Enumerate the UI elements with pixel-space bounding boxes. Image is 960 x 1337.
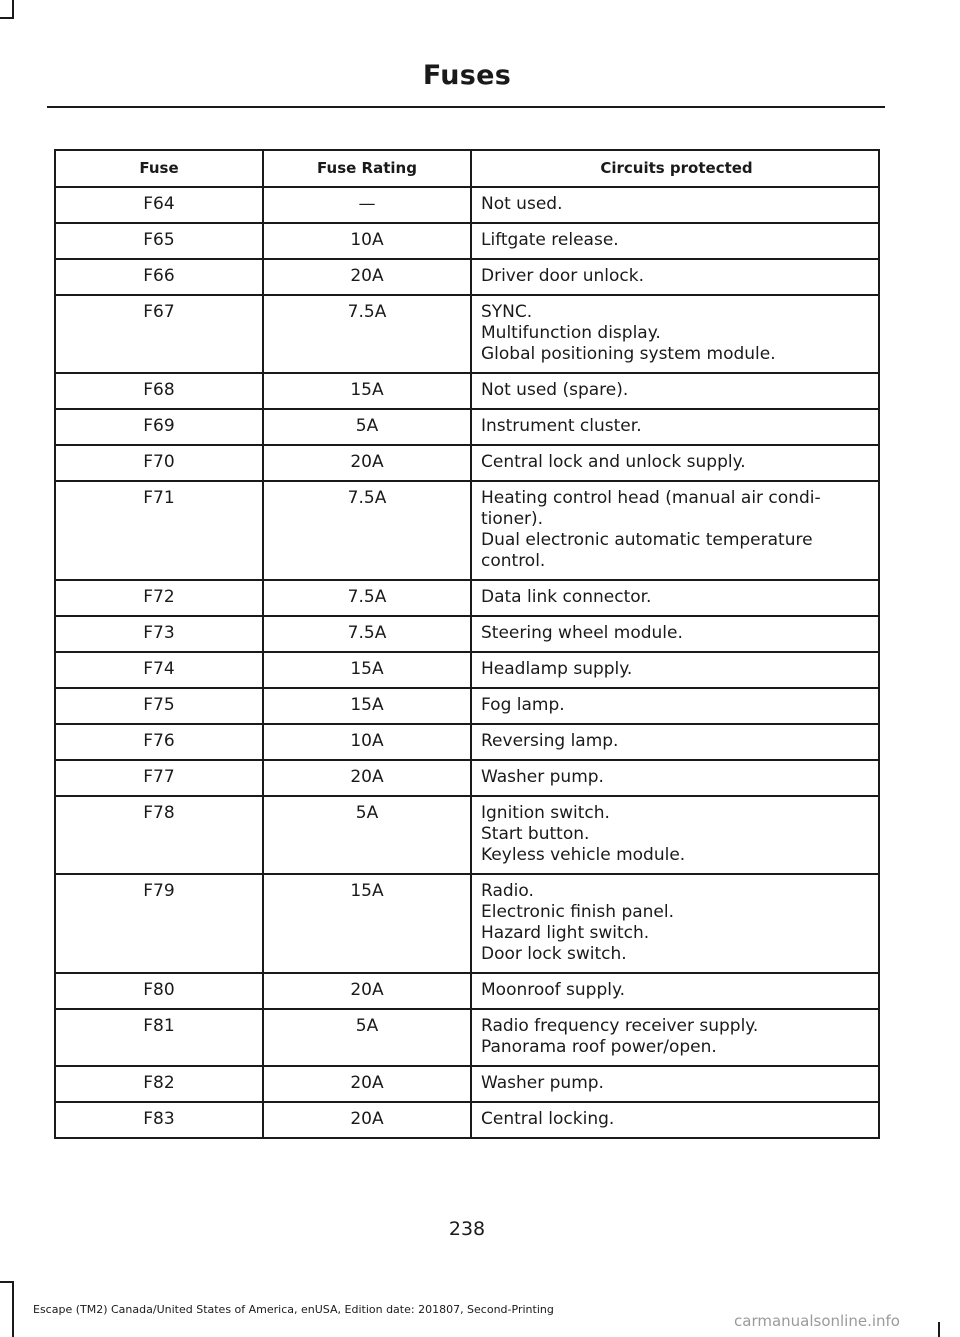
table-row <box>55 481 879 580</box>
circuit-line: Washer pump. <box>481 1073 604 1093</box>
fuse-rating-cell: 7.5A <box>263 481 471 580</box>
fuse-rating-cell: 15A <box>263 373 471 409</box>
circuit-line: Data link connector. <box>481 587 652 607</box>
circuit-line: Not used (spare). <box>481 380 629 400</box>
circuit-line: Moonroof supply. <box>481 980 626 1000</box>
circuits-protected-cell <box>471 1102 879 1138</box>
crop-mark-top-left-v <box>12 0 14 17</box>
page-title: Fuses <box>422 60 512 91</box>
fuse-id-cell: F79 <box>55 874 263 973</box>
page-number: 238 <box>448 1218 486 1240</box>
circuit-line: tioner). <box>481 509 544 529</box>
table-row <box>55 760 879 796</box>
circuit-line: Start button. <box>481 824 590 844</box>
circuits-protected-cell <box>471 874 879 973</box>
fuse-rating-cell: 20A <box>263 445 471 481</box>
circuit-line: Electronic finish panel. <box>481 902 675 922</box>
fuse-table-body <box>55 187 879 1138</box>
circuits-protected-cell <box>471 1009 879 1066</box>
column-header-fuse: Fuse <box>55 150 263 187</box>
circuits-protected-cell <box>471 580 879 616</box>
circuits-protected-cell <box>471 973 879 1009</box>
circuits-protected-cell <box>471 259 879 295</box>
fuse-rating-cell: 20A <box>263 1102 471 1138</box>
fuse-rating-cell: 15A <box>263 652 471 688</box>
circuit-line: Headlamp supply. <box>481 659 633 679</box>
column-header-fuse-rating: Fuse Rating <box>263 150 471 187</box>
fuse-id-cell: F78 <box>55 796 263 874</box>
circuit-line: Hazard light switch. <box>481 923 650 943</box>
circuit-line: Door lock switch. <box>481 944 627 964</box>
crop-mark-bottom-left-v <box>12 1281 14 1337</box>
fuse-rating-cell: 15A <box>263 688 471 724</box>
circuit-line: Not used. <box>481 194 563 214</box>
table-row <box>55 295 879 373</box>
fuse-rating-cell: 7.5A <box>263 616 471 652</box>
circuits-protected-cell <box>471 223 879 259</box>
circuit-line: Dual electronic automatic temperature <box>481 530 813 550</box>
circuit-line: control. <box>481 551 546 571</box>
table-row <box>55 1009 879 1066</box>
circuit-line: Keyless vehicle module. <box>481 845 686 865</box>
column-header-circuits-protected: Circuits protected <box>471 150 879 187</box>
circuits-protected-cell <box>471 616 879 652</box>
fuse-id-cell: F69 <box>55 409 263 445</box>
table-row <box>55 616 879 652</box>
table-row <box>55 1102 879 1138</box>
fuse-rating-cell: 10A <box>263 724 471 760</box>
circuits-protected-cell <box>471 760 879 796</box>
crop-mark-top-left-h <box>0 17 14 19</box>
fuse-id-cell: F77 <box>55 760 263 796</box>
table-header-row <box>55 150 879 187</box>
circuits-protected-cell <box>471 481 879 580</box>
fuse-id-cell: F76 <box>55 724 263 760</box>
table-row <box>55 373 879 409</box>
fuse-rating-cell: 7.5A <box>263 295 471 373</box>
crop-mark-bottom-right-v <box>938 1322 940 1337</box>
circuit-line: Panorama roof power/open. <box>481 1037 717 1057</box>
circuits-protected-cell <box>471 295 879 373</box>
circuit-line: Radio frequency receiver supply. <box>481 1016 759 1036</box>
circuits-protected-cell <box>471 796 879 874</box>
circuit-line: Multifunction display. <box>481 323 661 343</box>
fuse-id-cell: F74 <box>55 652 263 688</box>
fuse-id-cell: F68 <box>55 373 263 409</box>
fuse-id-cell: F64 <box>55 187 263 223</box>
crop-mark-bottom-left-h <box>0 1281 14 1283</box>
circuits-protected-cell <box>471 445 879 481</box>
circuit-line: Instrument cluster. <box>481 416 642 436</box>
table-row <box>55 688 879 724</box>
circuits-protected-cell <box>471 409 879 445</box>
circuit-line: Fog lamp. <box>481 695 565 715</box>
table-row <box>55 187 879 223</box>
fuse-rating-cell: 20A <box>263 973 471 1009</box>
table-row <box>55 1066 879 1102</box>
fuse-table <box>54 149 880 1139</box>
table-row <box>55 223 879 259</box>
fuse-rating-cell: 15A <box>263 874 471 973</box>
table-row <box>55 409 879 445</box>
table-row <box>55 445 879 481</box>
circuit-line: SYNC. <box>481 302 533 322</box>
fuse-rating-cell: 20A <box>263 259 471 295</box>
fuse-rating-cell: 20A <box>263 1066 471 1102</box>
watermark-text[interactable]: carmanualsonline.info <box>734 1312 900 1330</box>
table-row <box>55 796 879 874</box>
circuit-line: Radio. <box>481 881 534 901</box>
edition-footer: Escape (TM2) Canada/United States of America, enUSA, Edition date: 201807, Second-Printing <box>33 1303 554 1316</box>
circuits-protected-cell <box>471 688 879 724</box>
fuse-id-cell: F72 <box>55 580 263 616</box>
circuit-line: Liftgate release. <box>481 230 619 250</box>
circuit-line: Steering wheel module. <box>481 623 683 643</box>
fuse-id-cell: F82 <box>55 1066 263 1102</box>
fuse-id-cell: F73 <box>55 616 263 652</box>
fuse-id-cell: F71 <box>55 481 263 580</box>
table-row <box>55 724 879 760</box>
fuse-id-cell: F75 <box>55 688 263 724</box>
fuse-id-cell: F70 <box>55 445 263 481</box>
title-rule <box>47 106 885 108</box>
fuse-rating-cell: 7.5A <box>263 580 471 616</box>
circuits-protected-cell <box>471 373 879 409</box>
table-row <box>55 580 879 616</box>
circuits-protected-cell <box>471 187 879 223</box>
table-row <box>55 973 879 1009</box>
circuit-line: Driver door unlock. <box>481 266 644 286</box>
fuse-id-cell: F66 <box>55 259 263 295</box>
fuse-id-cell: F67 <box>55 295 263 373</box>
fuse-rating-cell: — <box>263 187 471 223</box>
fuse-id-cell: F81 <box>55 1009 263 1066</box>
table-row <box>55 652 879 688</box>
circuit-line: Central lock and unlock supply. <box>481 452 746 472</box>
circuits-protected-cell <box>471 724 879 760</box>
circuit-line: Washer pump. <box>481 767 604 787</box>
circuit-line: Central locking. <box>481 1109 615 1129</box>
circuits-protected-cell <box>471 652 879 688</box>
circuit-line: Heating control head (manual air condi- <box>481 488 821 508</box>
circuits-protected-cell <box>471 1066 879 1102</box>
fuse-rating-cell: 10A <box>263 223 471 259</box>
fuse-rating-cell: 5A <box>263 409 471 445</box>
table-row <box>55 259 879 295</box>
fuse-id-cell: F65 <box>55 223 263 259</box>
fuse-id-cell: F83 <box>55 1102 263 1138</box>
fuse-rating-cell: 5A <box>263 796 471 874</box>
fuse-rating-cell: 5A <box>263 1009 471 1066</box>
circuit-line: Reversing lamp. <box>481 731 619 751</box>
fuse-id-cell: F80 <box>55 973 263 1009</box>
circuit-line: Ignition switch. <box>481 803 610 823</box>
circuit-line: Global positioning system module. <box>481 344 776 364</box>
table-row <box>55 874 879 973</box>
fuse-rating-cell: 20A <box>263 760 471 796</box>
